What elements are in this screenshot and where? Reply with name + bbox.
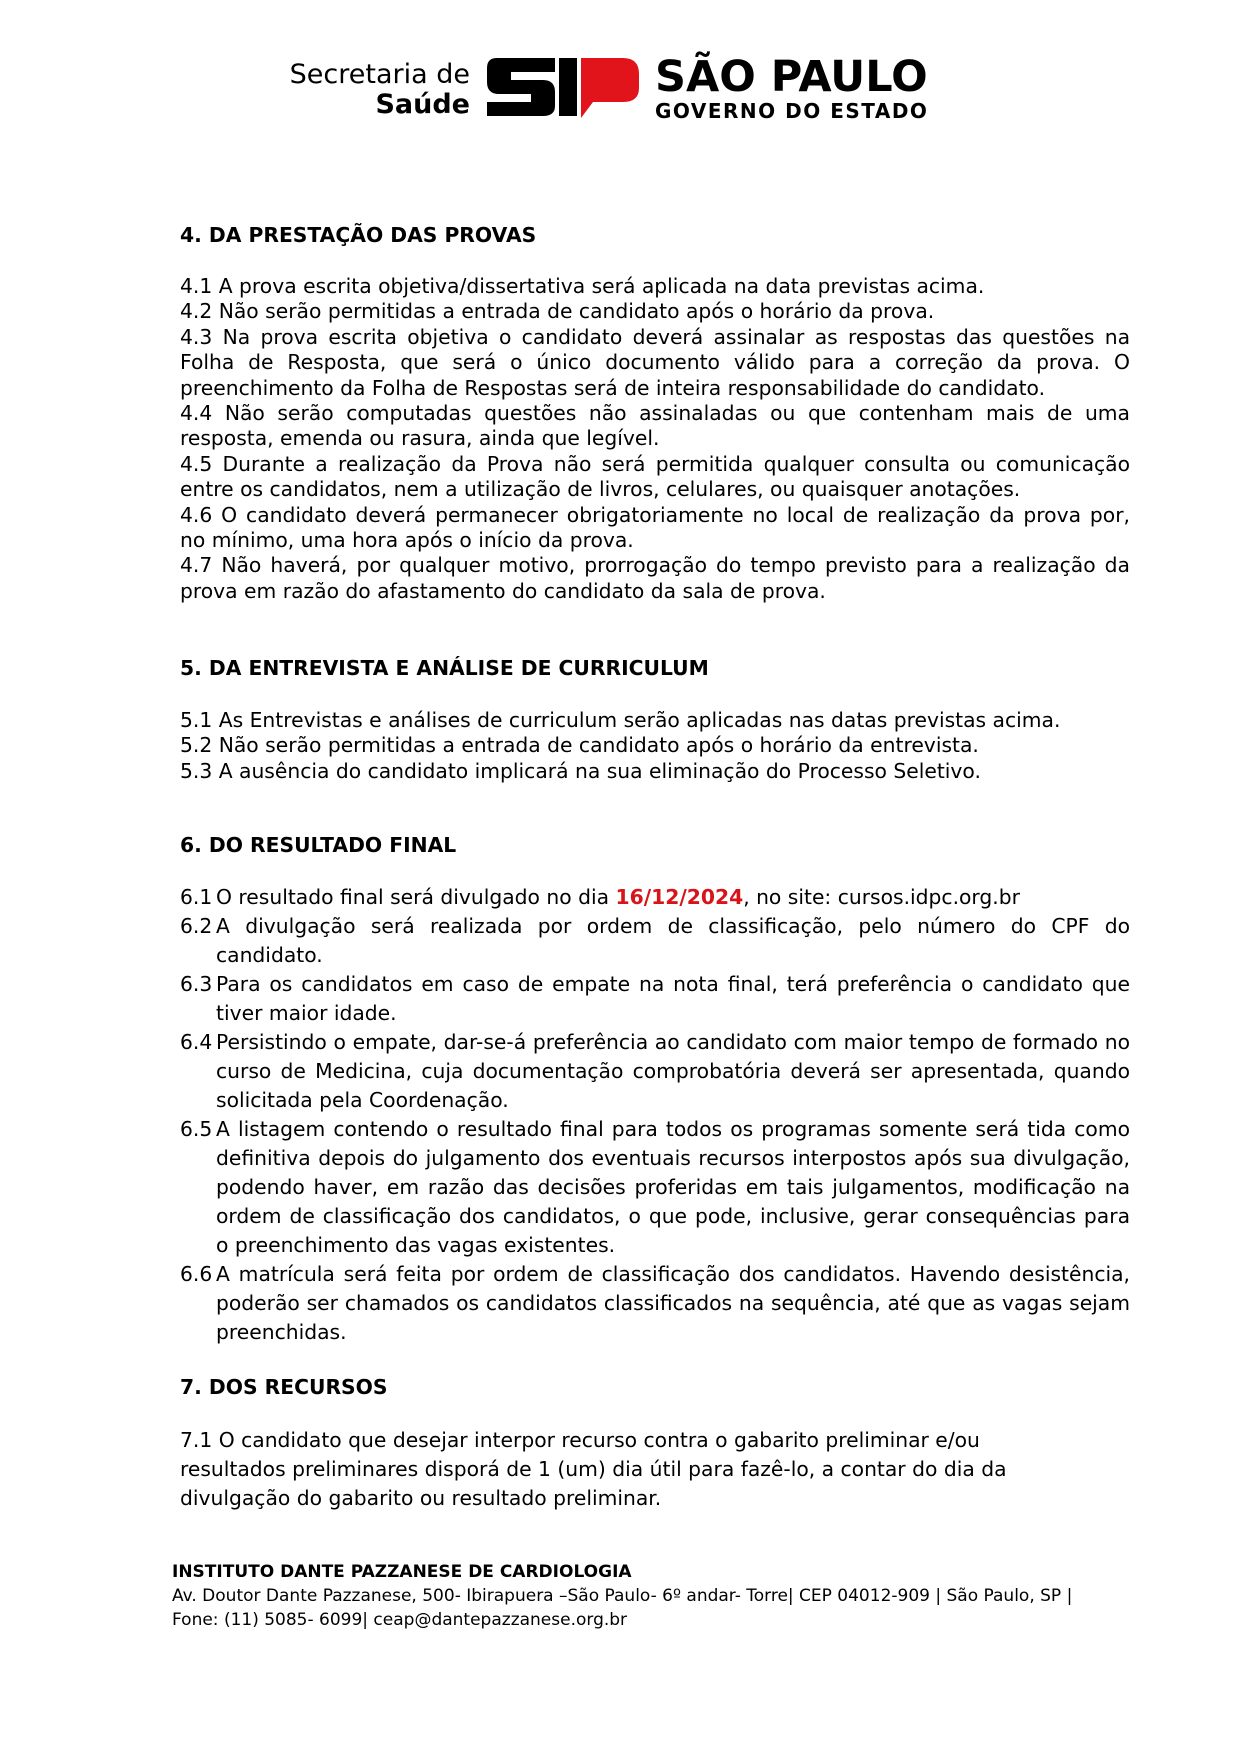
item-6-2 bbox=[180, 912, 1130, 970]
item-6-3-number: 6.3 bbox=[180, 972, 213, 996]
item-6-4-number: 6.4 bbox=[180, 1030, 213, 1054]
item-4-1: 4.1 A prova escrita objetiva/dissertativa será aplicada na data previstas acima. bbox=[180, 274, 985, 298]
item-5-2: 5.2 Não serão permitidas a entrada de candidato após o horário da entrevista. bbox=[180, 733, 979, 758]
page-footer bbox=[172, 1560, 1072, 1632]
footer-institute: INSTITUTO DANTE PAZZANESE DE CARDIOLOGIA bbox=[172, 1562, 632, 1582]
item-4-4: 4.4 Não serão computadas questões não assinaladas ou que contenham mais de uma resposta, emenda ou rasura, ainda que legível. bbox=[180, 401, 1130, 451]
section-6-title: 6. DO RESULTADO FINAL bbox=[180, 833, 457, 857]
item-6-6-text: A matrícula será feita por ordem de classificação dos candidatos. Havendo desistência, poderão ser chamados os candidatos classificados na sequência, até que as vagas sejam preenchidas. bbox=[216, 1262, 1130, 1344]
item-6-1-site: , no site: cursos.idpc.org.br bbox=[743, 885, 1020, 909]
section-4-title: 4. DA PRESTAÇÃO DAS PROVAS bbox=[180, 223, 537, 247]
footer-address: Av. Doutor Dante Pazzanese, 500- Ibirapuera –São Paulo- 6º andar- Torre| CEP 04012-909 | São Paulo, SP | bbox=[172, 1586, 1073, 1606]
sp-government-logo-icon bbox=[485, 58, 640, 120]
item-6-1-number: 6.1 bbox=[180, 885, 213, 909]
page-header bbox=[255, 50, 985, 130]
section-7-title: 7. DOS RECURSOS bbox=[180, 1375, 388, 1399]
secretaria-line2: Saúde bbox=[375, 89, 470, 120]
item-6-3 bbox=[180, 970, 1130, 1028]
item-6-5-text: A listagem contendo o resultado final para todos os programas somente será tida como definitiva depois do julgamento dos eventuais recursos interpostos após sua divulgação, podendo haver, em razão das decisões proferidas em tais julgamentos, modificação na ordem de classificação dos candidatos, o que pode, inclusive, gerar consequências para o preenchimento das vagas existentes. bbox=[216, 1117, 1130, 1257]
footer-contact: Fone: (11) 5085- 6099| ceap@dantepazzanese.org.br bbox=[172, 1610, 628, 1630]
item-6-6 bbox=[180, 1260, 1130, 1347]
item-6-2-number: 6.2 bbox=[180, 914, 213, 938]
secretaria-saude-logo-text bbox=[255, 60, 470, 120]
item-4-3: 4.3 Na prova escrita objetiva o candidato deverá assinalar as respostas das questões na Folha de Resposta, que será o único documento válido para a correção da prova. O preenchimento da Folha de Respostas será de inteira responsabilidade do candidato. bbox=[180, 324, 1130, 400]
item-6-6-number: 6.6 bbox=[180, 1262, 213, 1286]
item-6-4-text: Persistindo o empate, dar-se-á preferência ao candidato com maior tempo de formado no curso de Medicina, cuja documentação comprobatória deverá ser apresentada, quando solicitada pela Coordenação. bbox=[216, 1030, 1130, 1112]
item-6-2-text: A divulgação será realizada por ordem de classificação, pelo número do CPF do candidato. bbox=[216, 914, 1130, 967]
item-6-5-number: 6.5 bbox=[180, 1117, 213, 1141]
item-5-1: 5.1 As Entrevistas e análises de curriculum serão aplicadas nas datas previstas acima. bbox=[180, 708, 1061, 732]
item-6-5 bbox=[180, 1115, 1130, 1260]
item-6-4 bbox=[180, 1028, 1130, 1115]
item-6-1-text: O resultado final será divulgado no dia bbox=[216, 885, 616, 909]
item-4-7: 4.7 Não haverá, por qualquer motivo, prorrogação do tempo previsto para a realização da prova em razão do afastamento do candidato da sala de prova. bbox=[180, 553, 1130, 603]
item-6-3-text: Para os candidatos em caso de empate na nota final, terá preferência o candidato que tiver maior idade. bbox=[216, 972, 1130, 1025]
sp-subtitle: GOVERNO DO ESTADO bbox=[655, 99, 929, 123]
section-5-items bbox=[180, 708, 1130, 784]
item-6-1 bbox=[180, 883, 1130, 912]
sp-title: SÃO PAULO bbox=[655, 52, 928, 102]
section-6-items bbox=[180, 883, 1130, 1347]
item-4-6: 4.6 O candidato deverá permanecer obrigatoriamente no local de realização da prova por, no mínimo, uma hora após o início da prova. bbox=[180, 502, 1130, 553]
section-5-title: 5. DA ENTREVISTA E ANÁLISE DE CURRICULUM bbox=[180, 656, 709, 680]
secretaria-line1: Secretaria de bbox=[289, 59, 470, 90]
item-4-2: 4.2 Não serão permitidas a entrada de candidato após o horário da prova. bbox=[180, 299, 935, 324]
item-5-3: 5.3 A ausência do candidato implicará na sua eliminação do Processo Seletivo. bbox=[180, 758, 981, 783]
item-7-1: 7.1 O candidato que desejar interpor recurso contra o gabarito preliminar e/ou resultados preliminares disporá de 1 (um) dia útil para fazê-lo, a contar do dia da divulgação do gabarito ou resultado preliminar. bbox=[180, 1428, 1007, 1510]
section-4-items bbox=[180, 274, 1130, 604]
sp-logo-text bbox=[655, 54, 928, 122]
result-date: 16/12/2024 bbox=[615, 885, 744, 909]
item-4-5: 4.5 Durante a realização da Prova não será permitida qualquer consulta ou comunicação entre os candidatos, nem a utilização de livros, celulares, ou quaisquer anotações. bbox=[180, 451, 1130, 502]
section-7-items bbox=[180, 1426, 1060, 1513]
